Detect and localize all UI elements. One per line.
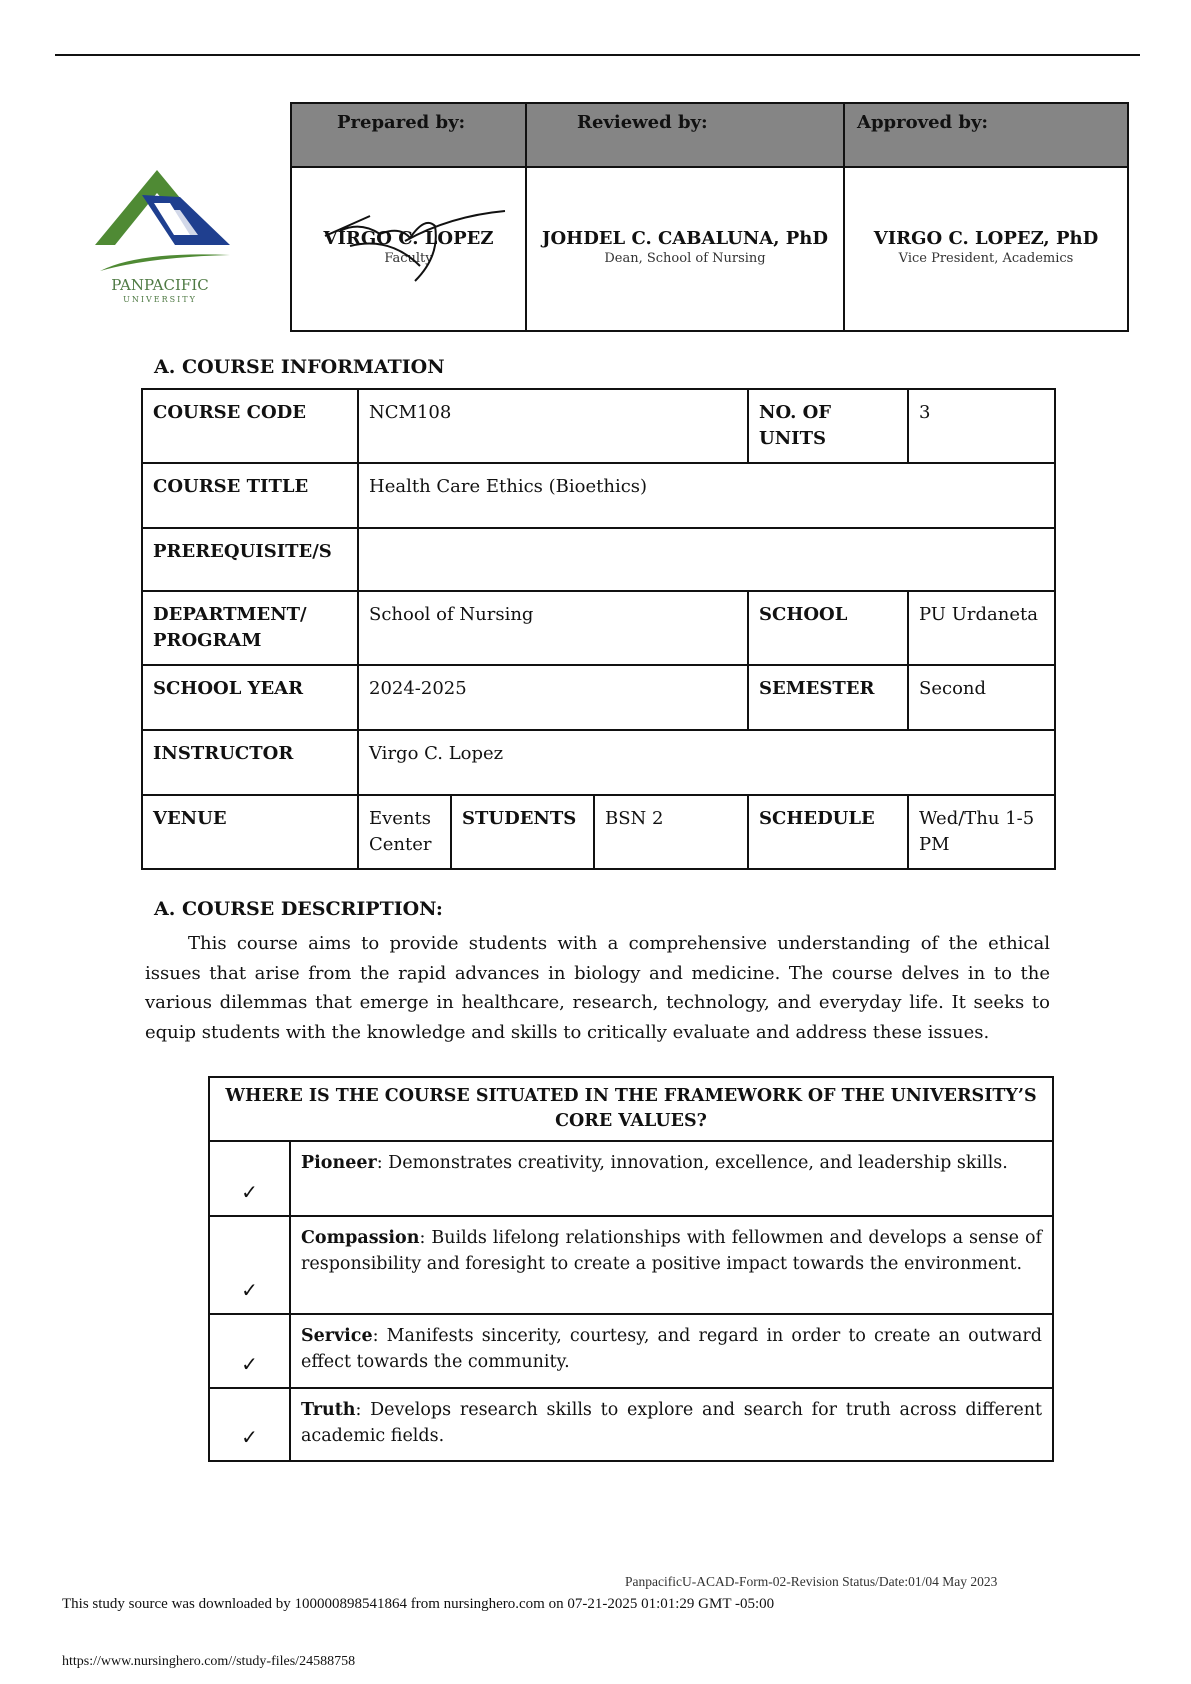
course-code-label: COURSE CODE	[142, 389, 358, 463]
svg-text:UNIVERSITY: UNIVERSITY	[123, 295, 197, 304]
reviewed-by-header: Reviewed by:	[526, 103, 844, 167]
school-value: PU Urdaneta	[908, 591, 1055, 665]
core-value-item	[290, 1216, 1053, 1314]
course-description	[145, 929, 1050, 1048]
schedule-value: Wed/Thu 1-5 PM	[908, 795, 1055, 869]
signatory-role: Dean, School of Nursing	[604, 251, 766, 266]
core-values-table	[208, 1076, 1054, 1462]
svg-text:PANPACIFIC: PANPACIFIC	[111, 276, 209, 294]
approved-by-header: Approved by:	[844, 103, 1128, 167]
department-value: School of Nursing	[358, 591, 748, 665]
school-label: SCHOOL	[748, 591, 908, 665]
core-value-desc: : Develops research skills to explore and search for truth across different academic fields.	[301, 1400, 1043, 1446]
units-label: NO. OF UNITS	[748, 389, 908, 463]
students-label: STUDENTS	[451, 795, 594, 869]
check-icon: ✓	[209, 1141, 290, 1216]
signatory-name: VIRGO C. LOPEZ, PhD	[873, 228, 1099, 249]
core-values-heading: WHERE IS THE COURSE SITUATED IN THE FRAMEWORK OF THE UNIVERSITY’S CORE VALUES?	[209, 1077, 1053, 1141]
course-code-value: NCM108	[358, 389, 748, 463]
header-rule	[55, 54, 1140, 56]
core-value-name: Pioneer	[301, 1153, 377, 1173]
department-label: DEPARTMENT/ PROGRAM	[142, 591, 358, 665]
instructor-label: INSTRUCTOR	[142, 730, 358, 795]
signatory-name: VIRGO C. LOPEZ	[323, 228, 494, 249]
instructor-value: Virgo C. Lopez	[358, 730, 1055, 795]
course-information-table	[141, 388, 1056, 870]
approval-table	[290, 102, 1129, 332]
core-value-desc: : Demonstrates creativity, innovation, excellence, and leadership skills.	[376, 1153, 1008, 1173]
prerequisite-value	[358, 528, 1055, 591]
core-value-desc: : Manifests sincerity, courtesy, and regard in order to create an outward effect towards the community.	[301, 1326, 1043, 1372]
course-title-value: Health Care Ethics (Bioethics)	[358, 463, 1055, 528]
download-notice: This study source was downloaded by 100000898541864 from nursinghero.com on 07-21-2025 01:01:29 GMT -05:00	[62, 1596, 775, 1612]
prerequisite-label: PREREQUISITE/S	[142, 528, 358, 591]
school-year-label: SCHOOL YEAR	[142, 665, 358, 730]
core-value-name: Service	[301, 1326, 373, 1346]
course-title-label: COURSE TITLE	[142, 463, 358, 528]
check-icon: ✓	[209, 1314, 290, 1388]
university-logo	[80, 165, 235, 305]
core-value-name: Truth	[301, 1400, 356, 1420]
source-url[interactable]: https://www.nursinghero.com//study-files/24588758	[62, 1654, 356, 1669]
prepared-by-cell	[291, 167, 526, 331]
signatory-role: Vice President, Academics	[898, 251, 1074, 266]
school-year-value: 2024-2025	[358, 665, 748, 730]
venue-label: VENUE	[142, 795, 358, 869]
approved-by-cell	[844, 167, 1128, 331]
students-value: BSN 2	[594, 795, 748, 869]
course-information-heading: A. COURSE INFORMATION	[154, 356, 445, 378]
units-value: 3	[908, 389, 1055, 463]
core-value-item	[290, 1314, 1053, 1388]
prepared-by-header: Prepared by:	[291, 103, 526, 167]
core-value-item	[290, 1141, 1053, 1216]
course-description-heading: A. COURSE DESCRIPTION:	[154, 898, 443, 920]
semester-label: SEMESTER	[748, 665, 908, 730]
venue-value: Events Center	[358, 795, 451, 869]
signatory-role: Faculty	[384, 251, 433, 266]
core-value-name: Compassion	[301, 1228, 420, 1248]
core-value-desc: : Builds lifelong relationships with fellowmen and develops a sense of responsibility and foresight to create a positive impact towards the environment.	[301, 1228, 1043, 1274]
course-description-text: This course aims to provide students with a comprehensive understanding of the ethical issues that arise from the rapid advances in biology and medicine. The course delves in to the various dilemmas that emerge in healthcare, research, technology, and everyday life. It seeks to equip students with the knowledge and skills to critically evaluate and address these issues.	[145, 933, 1050, 1044]
schedule-label: SCHEDULE	[748, 795, 908, 869]
core-value-item	[290, 1388, 1053, 1461]
check-icon: ✓	[209, 1388, 290, 1461]
check-icon: ✓	[209, 1216, 290, 1314]
reviewed-by-cell	[526, 167, 844, 331]
signatory-name: JOHDEL C. CABALUNA, PhD	[541, 228, 829, 249]
semester-value: Second	[908, 665, 1055, 730]
form-revision-footer: PanpacificU-ACAD-Form-02-Revision Status/Date:01/04 May 2023	[625, 1574, 998, 1589]
